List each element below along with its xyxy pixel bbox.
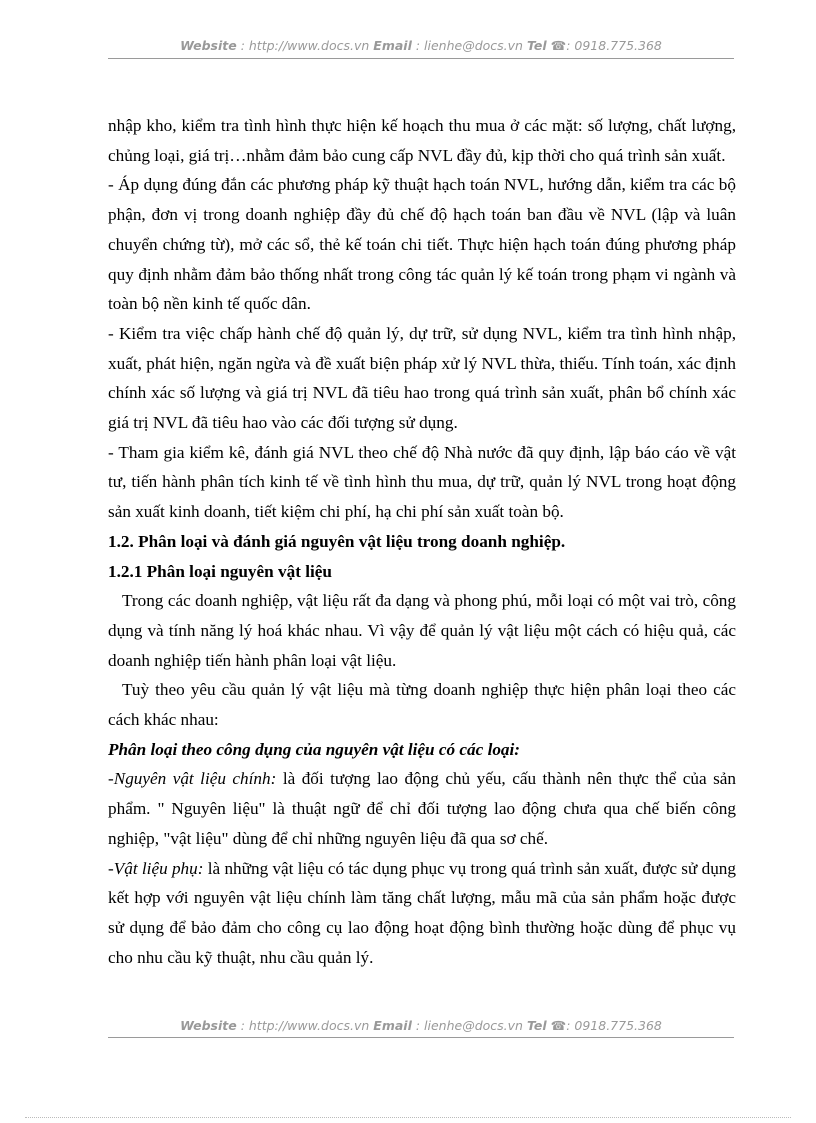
footer-tel-value: : 0918.775.368 bbox=[566, 1018, 662, 1033]
footer-email-label: Email bbox=[373, 1018, 412, 1033]
paragraph: - Tham gia kiểm kê, đánh giá NVL theo chế độ Nhà nước đã quy định, lập báo cáo về vật tư, tiến hành phân tích kinh tế về tình hình thu mua, dự trữ, quản lý NVL trong hoạt động sản xuất kinh doanh, tiết kiệm chi phí, hạ chi phí sản xuất toàn bộ. bbox=[108, 442, 736, 522]
document-body bbox=[108, 111, 736, 972]
term-auxiliary-material-text: là những vật liệu có tác dụng phục vụ trong quá trình sản xuất, được sử dụng kết hợp với nguyên vật liệu chính làm tăng chất lượng, mẫu mã của sản phẩm hoặc được sử dụng để bảo đảm cho công cụ lao động hoạt động bình thường hoặc dùng để phục vụ cho nhu cầu kỹ thuật, nhu cầu quản lý. bbox=[108, 858, 736, 967]
paragraph: nhập kho, kiểm tra tình hình thực hiện kế hoạch thu mua ở các mặt: số lượng, chất lượng, chủng loại, giá trị…nhằm đảm bảo cung cấp NVL đầy đủ, kịp thời cho quá trình sản xuất. bbox=[108, 116, 736, 165]
phone-icon: ☎ bbox=[550, 38, 567, 53]
footer-website-label: Website bbox=[180, 1018, 237, 1033]
paragraph: - Áp dụng đúng đắn các phương pháp kỹ thuật hạch toán NVL, hướng dẫn, kiểm tra các bộ phận, đơn vị trong doanh nghiệp đầy đủ chế độ hạch toán ban đầu về NVL (lập và luân chuyển chứng từ), mở các sổ, thẻ kế toán chi tiết. Thực hiện hạch toán đúng phương pháp quy định nhằm đảm bảo thống nhất trong công tác quản lý kế toán trong phạm vi ngành và toàn bộ nền kinh tế quốc dân. bbox=[108, 175, 736, 314]
footer-divider bbox=[108, 1037, 734, 1038]
term-auxiliary-material: -Vật liệu phụ: bbox=[108, 858, 204, 878]
term-main-material-text: là đối tượng lao động chủ yếu, cấu thành nên thực thể của sản phẩm. " Nguyên liệu" là thuật ngữ để chỉ đối tượng lao động chưa qua chế biến công nghiệp, "vật liệu" dùng để chỉ những nguyên liệu đã qua sơ chế. bbox=[108, 769, 736, 848]
header-divider bbox=[108, 58, 734, 59]
footer-email-value: : lienhe@docs.vn bbox=[415, 1018, 523, 1033]
footer-tel-label: Tel bbox=[526, 1018, 547, 1033]
paragraph: - Kiểm tra việc chấp hành chế độ quản lý, dự trữ, sử dụng NVL, kiểm tra tình hình nhập, xuất, phát hiện, ngăn ngừa và đề xuất biện pháp xử lý NVL thừa, thiếu. Tính toán, xác định chính xác số lượng và giá trị NVL đã tiêu hao trong quá trình sản xuất, phân bổ chính xác giá trị NVL đã tiêu hao vào các đối tượng sử dụng. bbox=[108, 323, 736, 433]
header-tel-value: : 0918.775.368 bbox=[566, 38, 662, 53]
header-email-value: : lienhe@docs.vn bbox=[415, 38, 523, 53]
header-website-label: Website bbox=[180, 38, 237, 53]
phone-icon: ☎ bbox=[550, 1018, 567, 1033]
page-header bbox=[108, 38, 734, 53]
page-break-line bbox=[25, 1117, 791, 1118]
header-tel-label: Tel bbox=[526, 38, 547, 53]
paragraph bbox=[108, 764, 736, 853]
paragraph: Tuỳ theo yêu cầu quản lý vật liệu mà từng doanh nghiệp thực hiện phân loại theo các cách khác nhau: bbox=[108, 680, 736, 730]
paragraph bbox=[108, 854, 736, 973]
header-website-value: : http://www.docs.vn bbox=[240, 38, 370, 53]
header-email-label: Email bbox=[373, 38, 412, 53]
section-heading: 1.2. Phân loại và đánh giá nguyên vật liệu trong doanh nghiệp. bbox=[108, 531, 566, 551]
term-main-material: -Nguyên vật liệu chính: bbox=[108, 769, 277, 789]
paragraph: Trong các doanh nghiệp, vật liệu rất đa dạng và phong phú, mỗi loại có một vai trò, công dụng và tính năng lý hoá khác nhau. Vì vậy để quản lý vật liệu một cách có hiệu quả, các doanh nghiệp tiến hành phân loại vật liệu. bbox=[108, 591, 736, 670]
page-footer bbox=[108, 1018, 734, 1033]
subsection-heading: 1.2.1 Phân loại nguyên vật liệu bbox=[108, 561, 332, 581]
classification-heading: Phân loại theo công dụng của nguyên vật liệu có các loại: bbox=[108, 739, 521, 759]
footer-website-value: : http://www.docs.vn bbox=[240, 1018, 370, 1033]
